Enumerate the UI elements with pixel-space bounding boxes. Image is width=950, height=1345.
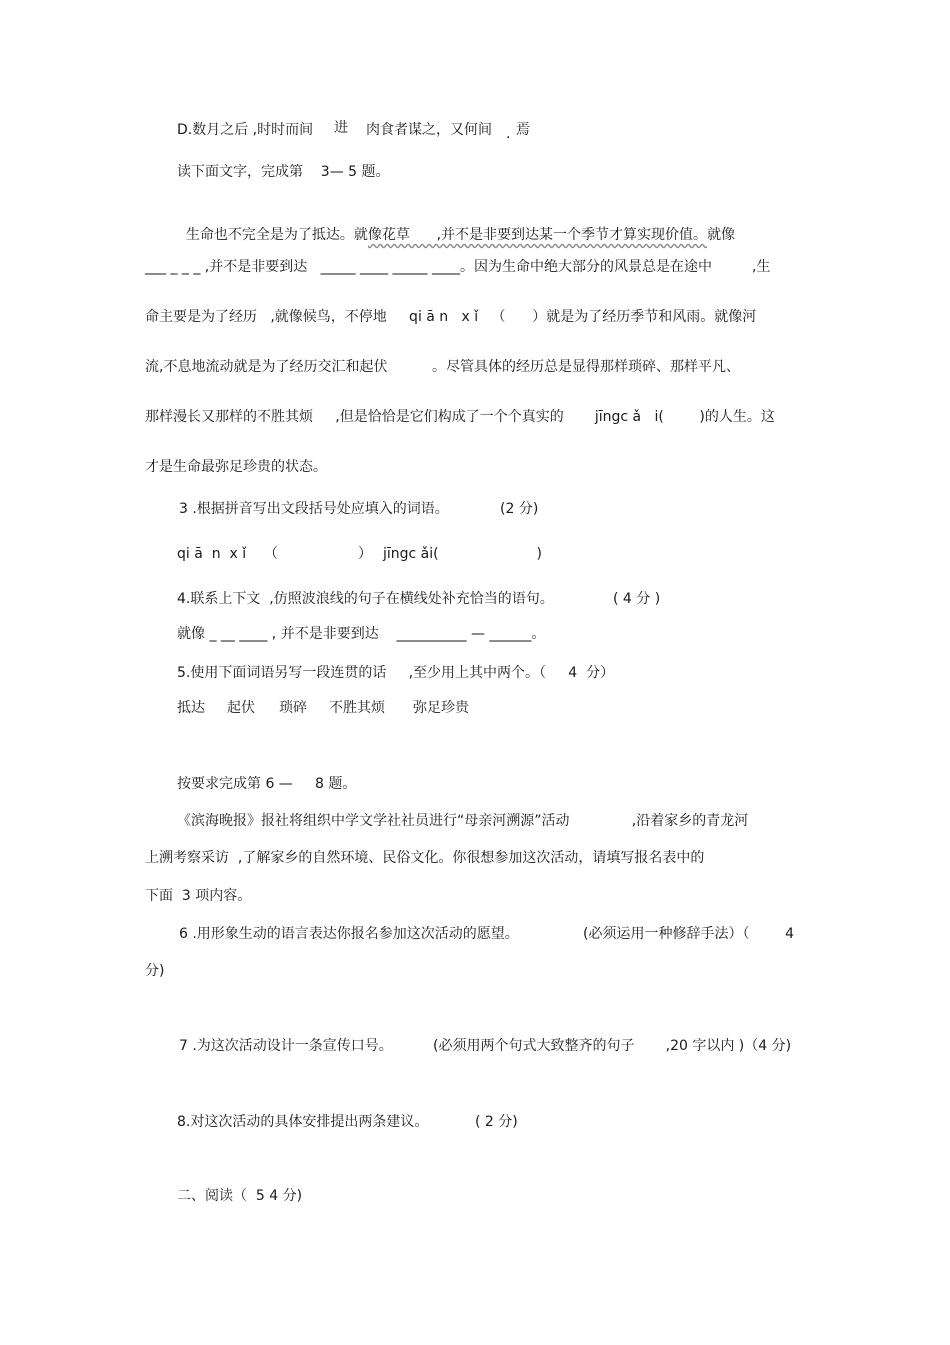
q8-text: 8.对这次活动的具体安排提出两条建议。 — [177, 1114, 429, 1130]
section1-intro: 读下面文字，完成第 3— 5 题。 — [177, 164, 390, 180]
q5-word-1: 抵达 — [177, 700, 205, 716]
passage-line-5: 那样漫长又那样的不胜其烦 ,但是恰恰是它们构成了一个个真实的 jīngc ǎ i( )的人生。这 — [145, 409, 775, 425]
passage-line-4: 流,不息地流动就是为了经历交汇和起伏 。尽管具体的经历总是显得那样琐碎、那样平凡、 — [145, 359, 740, 375]
passage-line-3: 命主要是为了经历 ,就像候鸟，不停地 qi ā n x ǐ （ ）就是为了经历季节和风雨。就像河 — [145, 309, 757, 325]
passage-line-6: 才是生命最弥足珍贵的状态。 — [145, 459, 327, 475]
q6-text: 6 .用形象生动的语言表达你报名参加这次活动的愿望。 — [179, 926, 519, 942]
q7-text: 7 .为这次活动设计一条宣传口号。 — [179, 1038, 393, 1054]
q3-text: 3 .根据拼音写出文段括号处应填入的词语。 — [179, 501, 449, 517]
passage-line-1 — [177, 208, 735, 244]
q3-score: (2 分) — [500, 501, 539, 517]
option-d-jin: 进 — [334, 120, 348, 136]
q5-word-5: 弥足珍贵 — [413, 700, 469, 716]
q3-pinyin-1: qi ā n x ǐ （ ） — [177, 546, 373, 562]
q5-text: 5.使用下面词语另写一段连贯的话 ,至少用上其中两个。（ 4 分） — [177, 665, 615, 681]
section2-intro: 按要求完成第 6 — 8 题。 — [177, 776, 357, 792]
activity-line-1: 《滨海晚报》报社将组织中学文学社社员进行“母亲河溯源”活动 ,沿着家乡的青龙河 — [177, 813, 749, 829]
q4-score: ( 4 分 ) — [613, 591, 661, 607]
q4-text: 4.联系上下文 ,仿照波浪线的句子在横线处补充恰当的语句。 — [177, 591, 554, 607]
activity-line-2: 上溯考察采访 ,了解家乡的自然环境、民俗文化。你很想参加这次活动，请填写报名表中的 — [145, 850, 705, 866]
activity-line-3: 下面 3 项内容。 — [145, 888, 252, 904]
q7-note: (必须用两个句式大致整齐的句子 ,20 字以内 )（4 分) — [433, 1038, 792, 1054]
passage-wavy-sentence: 像花草 ,并不是非要到达某一个季节才算实现价值。 — [367, 227, 708, 243]
passage-line-1-b: 就像 — [707, 227, 736, 243]
option-d-dot: . — [506, 126, 511, 142]
option-d-middle: 肉食者谋之，又何间 — [366, 122, 492, 138]
q5-word-4: 不胜其烦 — [329, 700, 385, 716]
q3-pinyin-2: jīngc ǎi( ) — [383, 546, 542, 562]
q6-continuation: 分) — [145, 963, 165, 979]
q5-word-3: 琐碎 — [279, 700, 307, 716]
q8-score: ( 2 分) — [475, 1114, 518, 1130]
q6-note: (必须运用一种修辞手法）（ 4 — [583, 926, 794, 942]
option-d-yan: 焉 — [516, 122, 530, 138]
part2-title: 二、阅读（ 5 4 分) — [177, 1188, 303, 1204]
q5-word-2: 起伏 — [227, 700, 255, 716]
option-d-prefix: D.数月之后 ,时时而间 — [177, 122, 314, 138]
passage-line-2: ___ _ _ _ ,并不是非要到达 _____ ____ _____ ____。因为生命中绝大部分的风景总是在途中 ,生 — [145, 259, 771, 275]
q4-fill-line: 就像 _ __ ____ , 并不是非要到达 __________ — ______。 — [177, 626, 546, 642]
passage-line-1-a: 生命也不完全是为了抵达。就 — [185, 227, 368, 243]
